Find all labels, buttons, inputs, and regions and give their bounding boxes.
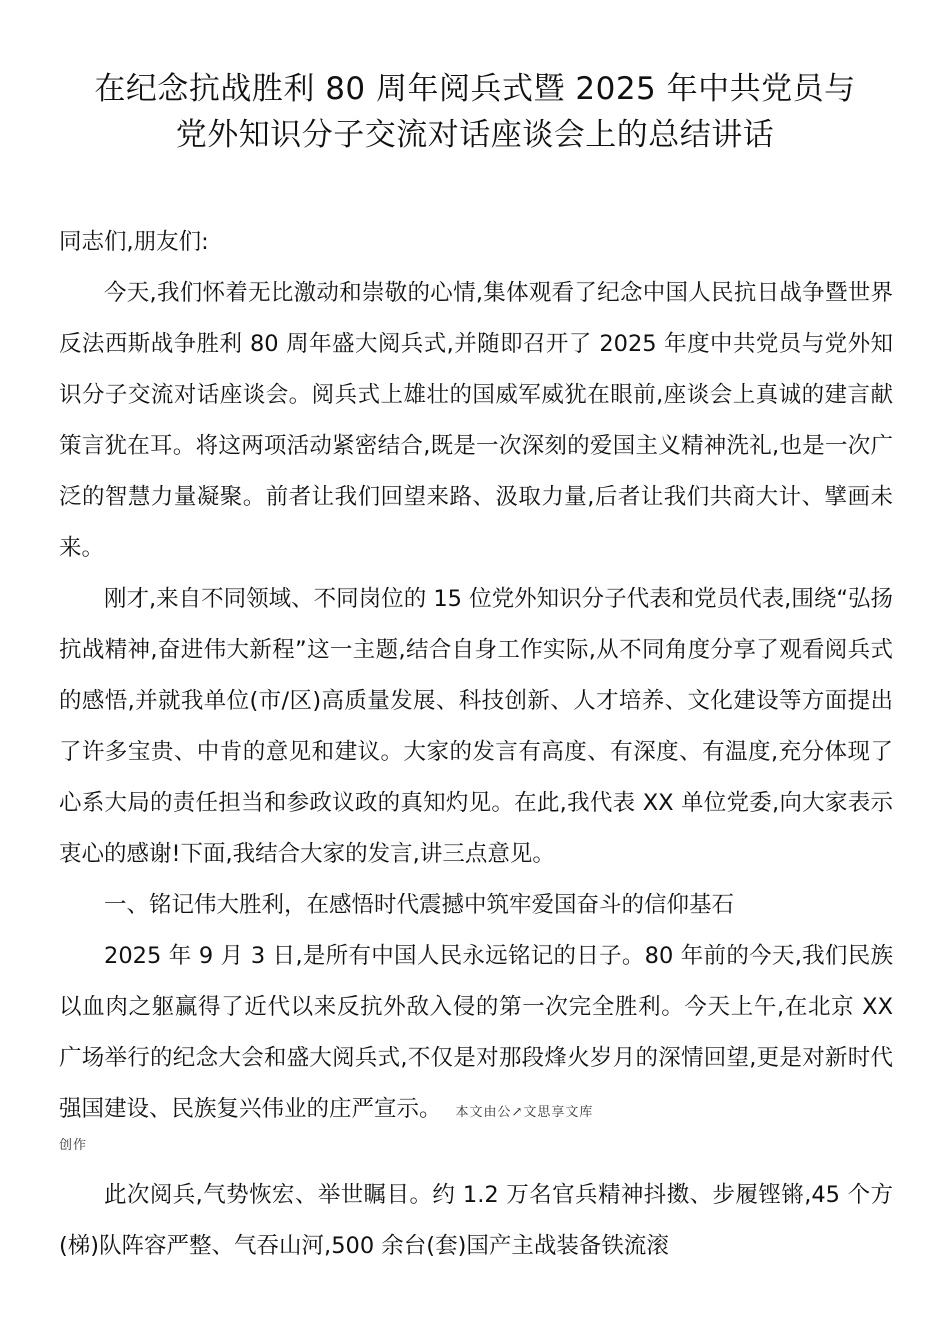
salutation: 同志们,朋友们: xyxy=(59,229,209,255)
title-line-2: 党外知识分子交流对话座谈会上的总结讲话 xyxy=(175,117,775,153)
paragraph-anniversary-text: 2025 年 9 月 3 日,是所有中国人民永远铭记的日子。80 年前的今天,我们民族以血肉之躯赢得了近代以来反抗外敌入侵的第一次完全胜利。今天上午,在北京 XX 广场举行的纪念大会和盛大阅兵式,不仅是对那段烽火岁月的深情回望,更是对新时代强国建设、民族复兴伟业的庄严宣示。 xyxy=(59,943,893,1122)
paragraph-anniversary xyxy=(59,931,893,1138)
watermark-note-tail: 创作 xyxy=(59,1138,88,1153)
paragraph-discussion: 刚才,来自不同领域、不同岗位的 15 位党外知识分子代表和党员代表,围绕“弘扬抗战精神,奋进伟大新程”这一主题,结合自身工作实际,从不同角度分享了观看阅兵式的感悟,并就我单位(市/区)高质量发展、科技创新、人才培养、文化建设等方面提出了许多宝贵、中肯的意见和建议。大家的发言有高度、有深度、有温度,充分体现了心系大局的责任担当和参政议政的真知灼见。在此,我代表 XX 单位党委,向大家表示衷心的感谢!下面,我结合大家的发言,讲三点意见。 xyxy=(59,586,893,867)
title-line-1: 在纪念抗战胜利 80 周年阅兵式暨 2025 年中共党员与 xyxy=(94,71,856,107)
document-body xyxy=(59,220,893,1272)
watermark-note: 本文由公↗文思享文库 xyxy=(455,1105,594,1120)
paragraph-parade: 此次阅兵,气势恢宏、举世瞩目。约 1.2 万名官兵精神抖擞、步履铿锵,45 个方(梯)队阵容严整、气吞山河,500 余台(套)国产主战装备铁流滚 xyxy=(59,1182,893,1259)
paragraph-intro: 今天,我们怀着无比激动和崇敬的心情,集体观看了纪念中国人民抗日战争暨世界反法西斯战争胜利 80 周年盛大阅兵式,并随即召开了 2025 年度中共党员与党外知识分子交流对话座谈会。阅兵式上雄壮的国威军威犹在眼前,座谈会上真诚的建言献策言犹在耳。将这两项活动紧密结合,既是一次深刻的爱国主义精神洗礼,也是一次广泛的智慧力量凝聚。前者让我们回望来路、汲取力量,后者让我们共商大计、擘画未来。 xyxy=(59,280,893,561)
section-heading-1: 一、铭记伟大胜利，在感悟时代震撼中筑牢爱国奋斗的信仰基石 xyxy=(104,892,735,918)
document-title xyxy=(40,66,910,158)
